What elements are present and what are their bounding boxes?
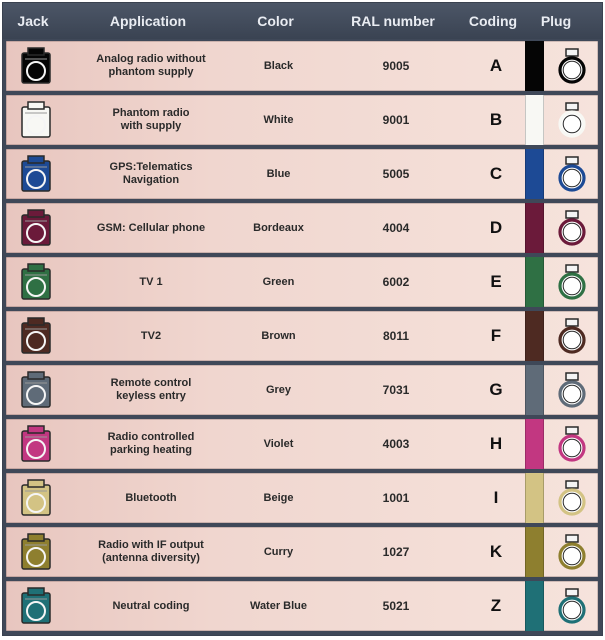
ral-number-cell: 6002 xyxy=(382,275,410,289)
coding-letter-cell: A xyxy=(489,56,503,75)
application-cell xyxy=(66,492,236,505)
table-row xyxy=(6,149,598,199)
coding-letter-cell: D xyxy=(489,218,503,237)
coding-letter-cell: C xyxy=(489,164,503,183)
color-swatch xyxy=(525,203,544,253)
application-text: TV 1 xyxy=(139,275,163,288)
color-swatch-cell xyxy=(521,473,547,523)
jack-connector-icon xyxy=(6,315,66,357)
plug-connector-icon xyxy=(547,316,597,356)
plug-connector-icon xyxy=(547,208,597,248)
color-name-cell: Black xyxy=(263,60,294,72)
table-body xyxy=(6,41,598,631)
ral-number-cell: 1027 xyxy=(382,545,410,559)
connector-color-coding-table xyxy=(2,2,603,636)
color-name-cell: Violet xyxy=(263,438,294,450)
jack-connector-icon xyxy=(6,369,66,411)
ral-number-cell: 1001 xyxy=(382,491,410,505)
application-text: GSM: Cellular phone xyxy=(96,221,206,234)
color-swatch-cell xyxy=(521,257,547,307)
application-cell xyxy=(66,107,236,133)
color-swatch-cell xyxy=(521,311,547,361)
color-swatch-cell xyxy=(521,95,547,145)
color-swatch xyxy=(525,257,544,307)
ral-number-cell: 8011 xyxy=(382,329,410,343)
table-row xyxy=(6,257,598,307)
color-name-cell: Curry xyxy=(263,546,294,558)
color-swatch-cell xyxy=(521,203,547,253)
color-swatch xyxy=(525,95,544,145)
application-cell xyxy=(66,222,236,235)
color-name-cell: Bordeaux xyxy=(253,222,304,234)
plug-connector-icon xyxy=(547,370,597,410)
color-swatch xyxy=(525,419,544,469)
header-color: Color xyxy=(257,13,294,29)
table-row xyxy=(6,203,598,253)
jack-connector-icon xyxy=(6,423,66,465)
application-text: Analog radio without xyxy=(96,53,206,65)
color-name-cell: Water Blue xyxy=(249,600,308,612)
application-text: TV2 xyxy=(140,329,162,342)
jack-connector-icon xyxy=(6,585,66,627)
jack-connector-icon xyxy=(6,261,66,303)
jack-connector-icon xyxy=(6,477,66,519)
table-header xyxy=(3,3,602,39)
color-swatch xyxy=(525,473,544,523)
plug-connector-icon xyxy=(547,532,597,572)
color-name-cell: Grey xyxy=(265,384,292,396)
coding-letter-cell: E xyxy=(490,272,502,291)
table-row xyxy=(6,419,598,469)
color-swatch xyxy=(525,149,544,199)
ral-number-cell: 5021 xyxy=(382,599,410,613)
application-text: Radio controlled xyxy=(107,431,195,443)
jack-connector-icon xyxy=(6,99,66,141)
table-row xyxy=(6,41,598,91)
table-row xyxy=(6,527,598,577)
coding-letter-cell: F xyxy=(490,326,502,345)
color-swatch xyxy=(525,581,544,631)
color-swatch-cell xyxy=(521,581,547,631)
coding-letter-cell: K xyxy=(489,542,503,561)
color-name-cell: Brown xyxy=(261,330,296,342)
application-cell xyxy=(66,276,236,289)
plug-connector-icon xyxy=(547,478,597,518)
table-row xyxy=(6,95,598,145)
ral-number-cell: 9005 xyxy=(382,59,410,73)
coding-letter-cell: B xyxy=(489,110,503,129)
color-name-cell: Green xyxy=(262,276,295,288)
application-text: Bluetooth xyxy=(125,491,177,504)
ral-number-cell: 5005 xyxy=(382,167,410,181)
application-text: Radio with IF output xyxy=(98,539,204,551)
table-row xyxy=(6,473,598,523)
application-cell xyxy=(66,600,236,613)
color-swatch xyxy=(525,311,544,361)
application-text: keyless entry xyxy=(116,390,186,402)
application-text: with supply xyxy=(120,120,182,132)
application-text: parking heating xyxy=(110,444,192,456)
application-cell xyxy=(66,377,236,403)
plug-connector-icon xyxy=(547,262,597,302)
jack-connector-icon xyxy=(6,207,66,249)
coding-letter-cell: H xyxy=(489,434,503,453)
plug-connector-icon xyxy=(547,424,597,464)
application-text: phantom supply xyxy=(108,66,194,78)
application-cell xyxy=(66,431,236,457)
application-cell xyxy=(66,53,236,79)
color-swatch-cell xyxy=(521,149,547,199)
header-plug: Plug xyxy=(540,13,572,29)
color-swatch xyxy=(525,365,544,415)
color-name-cell: White xyxy=(263,114,294,126)
coding-letter-cell: Z xyxy=(490,596,502,615)
table-row xyxy=(6,311,598,361)
color-swatch-cell xyxy=(521,41,547,91)
header-ral-number: RAL number xyxy=(351,13,435,29)
ral-number-cell: 4004 xyxy=(382,221,410,235)
application-text: GPS:Telematics xyxy=(109,161,193,173)
color-swatch-cell xyxy=(521,527,547,577)
color-swatch xyxy=(525,527,544,577)
header-jack: Jack xyxy=(17,13,49,29)
application-text: Phantom radio xyxy=(112,107,190,119)
ral-number-cell: 9001 xyxy=(382,113,410,127)
ral-number-cell: 7031 xyxy=(382,383,410,397)
application-cell xyxy=(66,161,236,187)
color-name-cell: Blue xyxy=(266,168,291,180)
plug-connector-icon xyxy=(547,100,597,140)
application-text: Remote control xyxy=(110,377,192,389)
color-swatch xyxy=(525,41,544,91)
jack-connector-icon xyxy=(6,153,66,195)
color-name-cell: Beige xyxy=(263,492,294,504)
jack-connector-icon xyxy=(6,531,66,573)
coding-letter-cell: I xyxy=(493,488,499,507)
application-cell xyxy=(66,330,236,343)
application-text: (antenna diversity) xyxy=(102,552,200,564)
table-row xyxy=(6,365,598,415)
color-swatch-cell xyxy=(521,365,547,415)
header-application: Application xyxy=(109,13,187,29)
color-swatch-cell xyxy=(521,419,547,469)
table-row xyxy=(6,581,598,631)
jack-connector-icon xyxy=(6,45,66,87)
application-text: Neutral coding xyxy=(112,599,190,612)
application-text: Navigation xyxy=(122,174,180,186)
ral-number-cell: 4003 xyxy=(382,437,410,451)
coding-letter-cell: G xyxy=(489,380,503,399)
plug-connector-icon xyxy=(547,154,597,194)
plug-connector-icon xyxy=(547,46,597,86)
plug-connector-icon xyxy=(547,586,597,626)
application-cell xyxy=(66,539,236,565)
header-coding: Coding xyxy=(468,13,518,29)
